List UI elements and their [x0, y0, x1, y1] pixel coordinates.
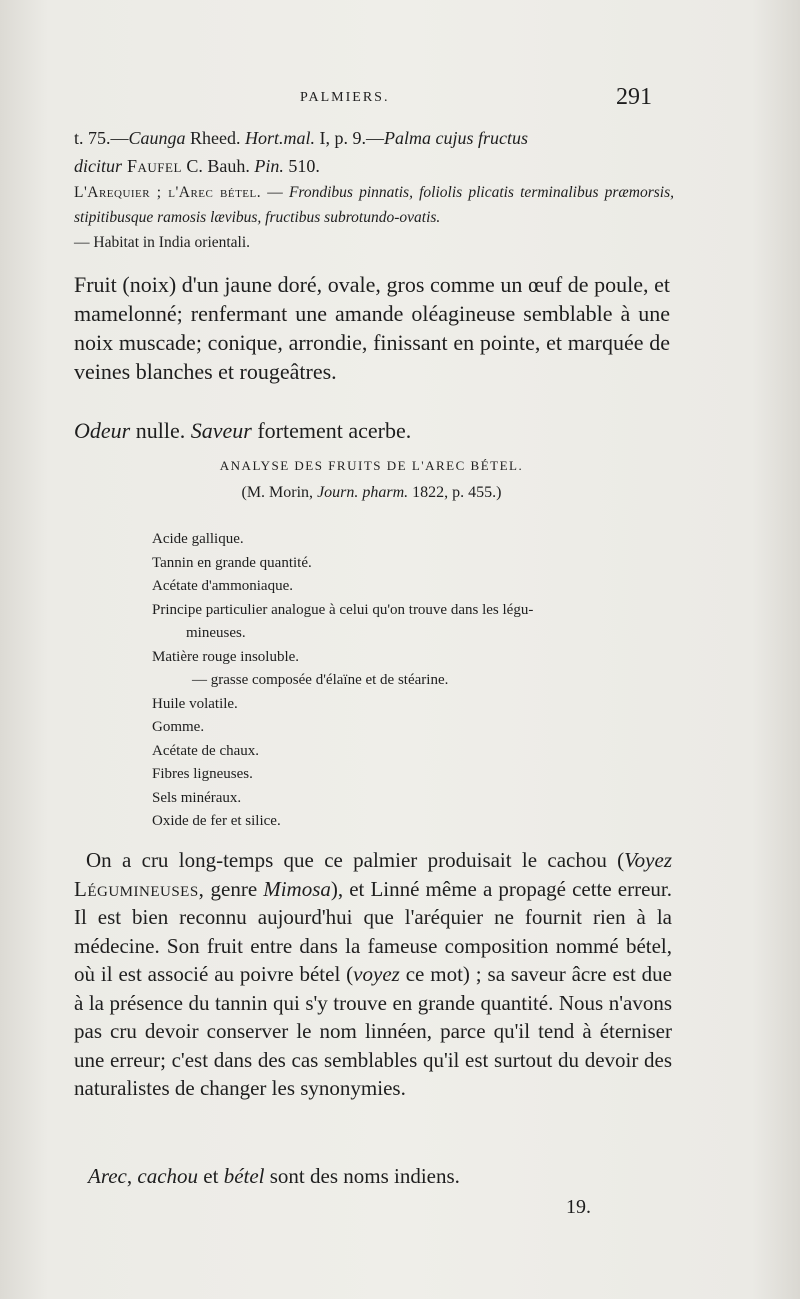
list-item: Acétate de chaux.: [152, 742, 260, 759]
list-item: mineuses.: [186, 625, 246, 641]
list-item: Acide gallique.: [152, 531, 244, 547]
list-item: — grasse composée d'élaïne et de stéarine.: [192, 672, 449, 688]
discussion-paragraph: On a cru long-temps que ce palmier produisait le cachou (Voyez Légumineuses, genre Mimosa), et Linné même a propagé cette erreur. Il est bien reconnu aujourd'hui que l'aréquier ne fournit rien à la médecine. Son fruit entre dans la fameuse composition nommé bétel, où il est associé au poivre bétel (voyez ce mot) ; sa saveur âcre est due à la présence du tannin qui s'y trouve en grande quantité. Nous n'avons pas cru devoir conserver le nom linnéen, parce qu'il tend à éterniser une erreur; c'est dans des cas semblables qu'il est surtout du devoir des naturalistes de changer les synonymies.: [74, 848, 672, 1100]
fruit-description: Fruit (noix) d'un jaune doré, ovale, gros comme un œuf de poule, et mamelonné; renfermant une amande oléagineuse semblable à une noix muscade; conique, arrondie, finissant en pointe, et marquée de veines blanches et rougeâtres.: [74, 272, 670, 384]
analysis-source: (M. Morin, Journ. pharm. 1822, p. 455.): [241, 484, 502, 501]
list-item: Principe particulier analogue à celui qu'on trouve dans les légu-: [152, 601, 534, 618]
odeur-saveur: Odeur nulle. Saveur fortement acerbe.: [74, 418, 412, 443]
analysis-title: ANALYSE DES FRUITS DE L'AREC BÉTEL.: [219, 458, 524, 473]
latin-diagnosis: Frondibus pinnatis, foliolis plicatis terminalibus præmorsis, stipitibusque ramosis lævibus, fructibus subrotundo-ovatis.: [74, 184, 674, 226]
running-head: PALMIERS.: [300, 90, 390, 105]
page-header: [0, 84, 800, 114]
list-item: Gomme.: [152, 719, 205, 735]
list-item: Sels minéraux.: [152, 789, 242, 806]
page-number: 291: [616, 84, 652, 110]
list-item: Tannin en grande quantité.: [152, 554, 312, 571]
gathering-signature: 19.: [566, 1196, 591, 1218]
analysis-list: [74, 528, 674, 834]
list-item: Huile volatile.: [152, 695, 238, 712]
list-item: Oxide de fer et silice.: [152, 813, 281, 829]
species-diagnosis: L'Arequier ; l'Arec bétel. — Frondibus pinnatis, foliolis plicatis terminalibus præmorsis, stipitibusque ramosis lævibus, fructibus subrotundo-ovatis. — Habitat in India orientali.: [74, 184, 674, 251]
habitat: — Habitat in India orientali.: [74, 234, 251, 251]
indian-names-line: Arec, cachou et bétel sont des noms indiens.: [88, 1164, 460, 1188]
species-name: L'Arequier ; l'Arec bétel.: [74, 184, 262, 201]
bibliographic-references: t. 75.—Caunga Rheed. Hort.mal. I, p. 9.—Palma cujus fructus dicitur Faufel C. Bauh. Pin. 510.: [74, 128, 529, 176]
list-item: Acétate d'ammoniaque.: [152, 578, 293, 594]
list-item: Matière rouge insoluble.: [152, 648, 300, 665]
list-item: Fibres ligneuses.: [152, 766, 253, 782]
